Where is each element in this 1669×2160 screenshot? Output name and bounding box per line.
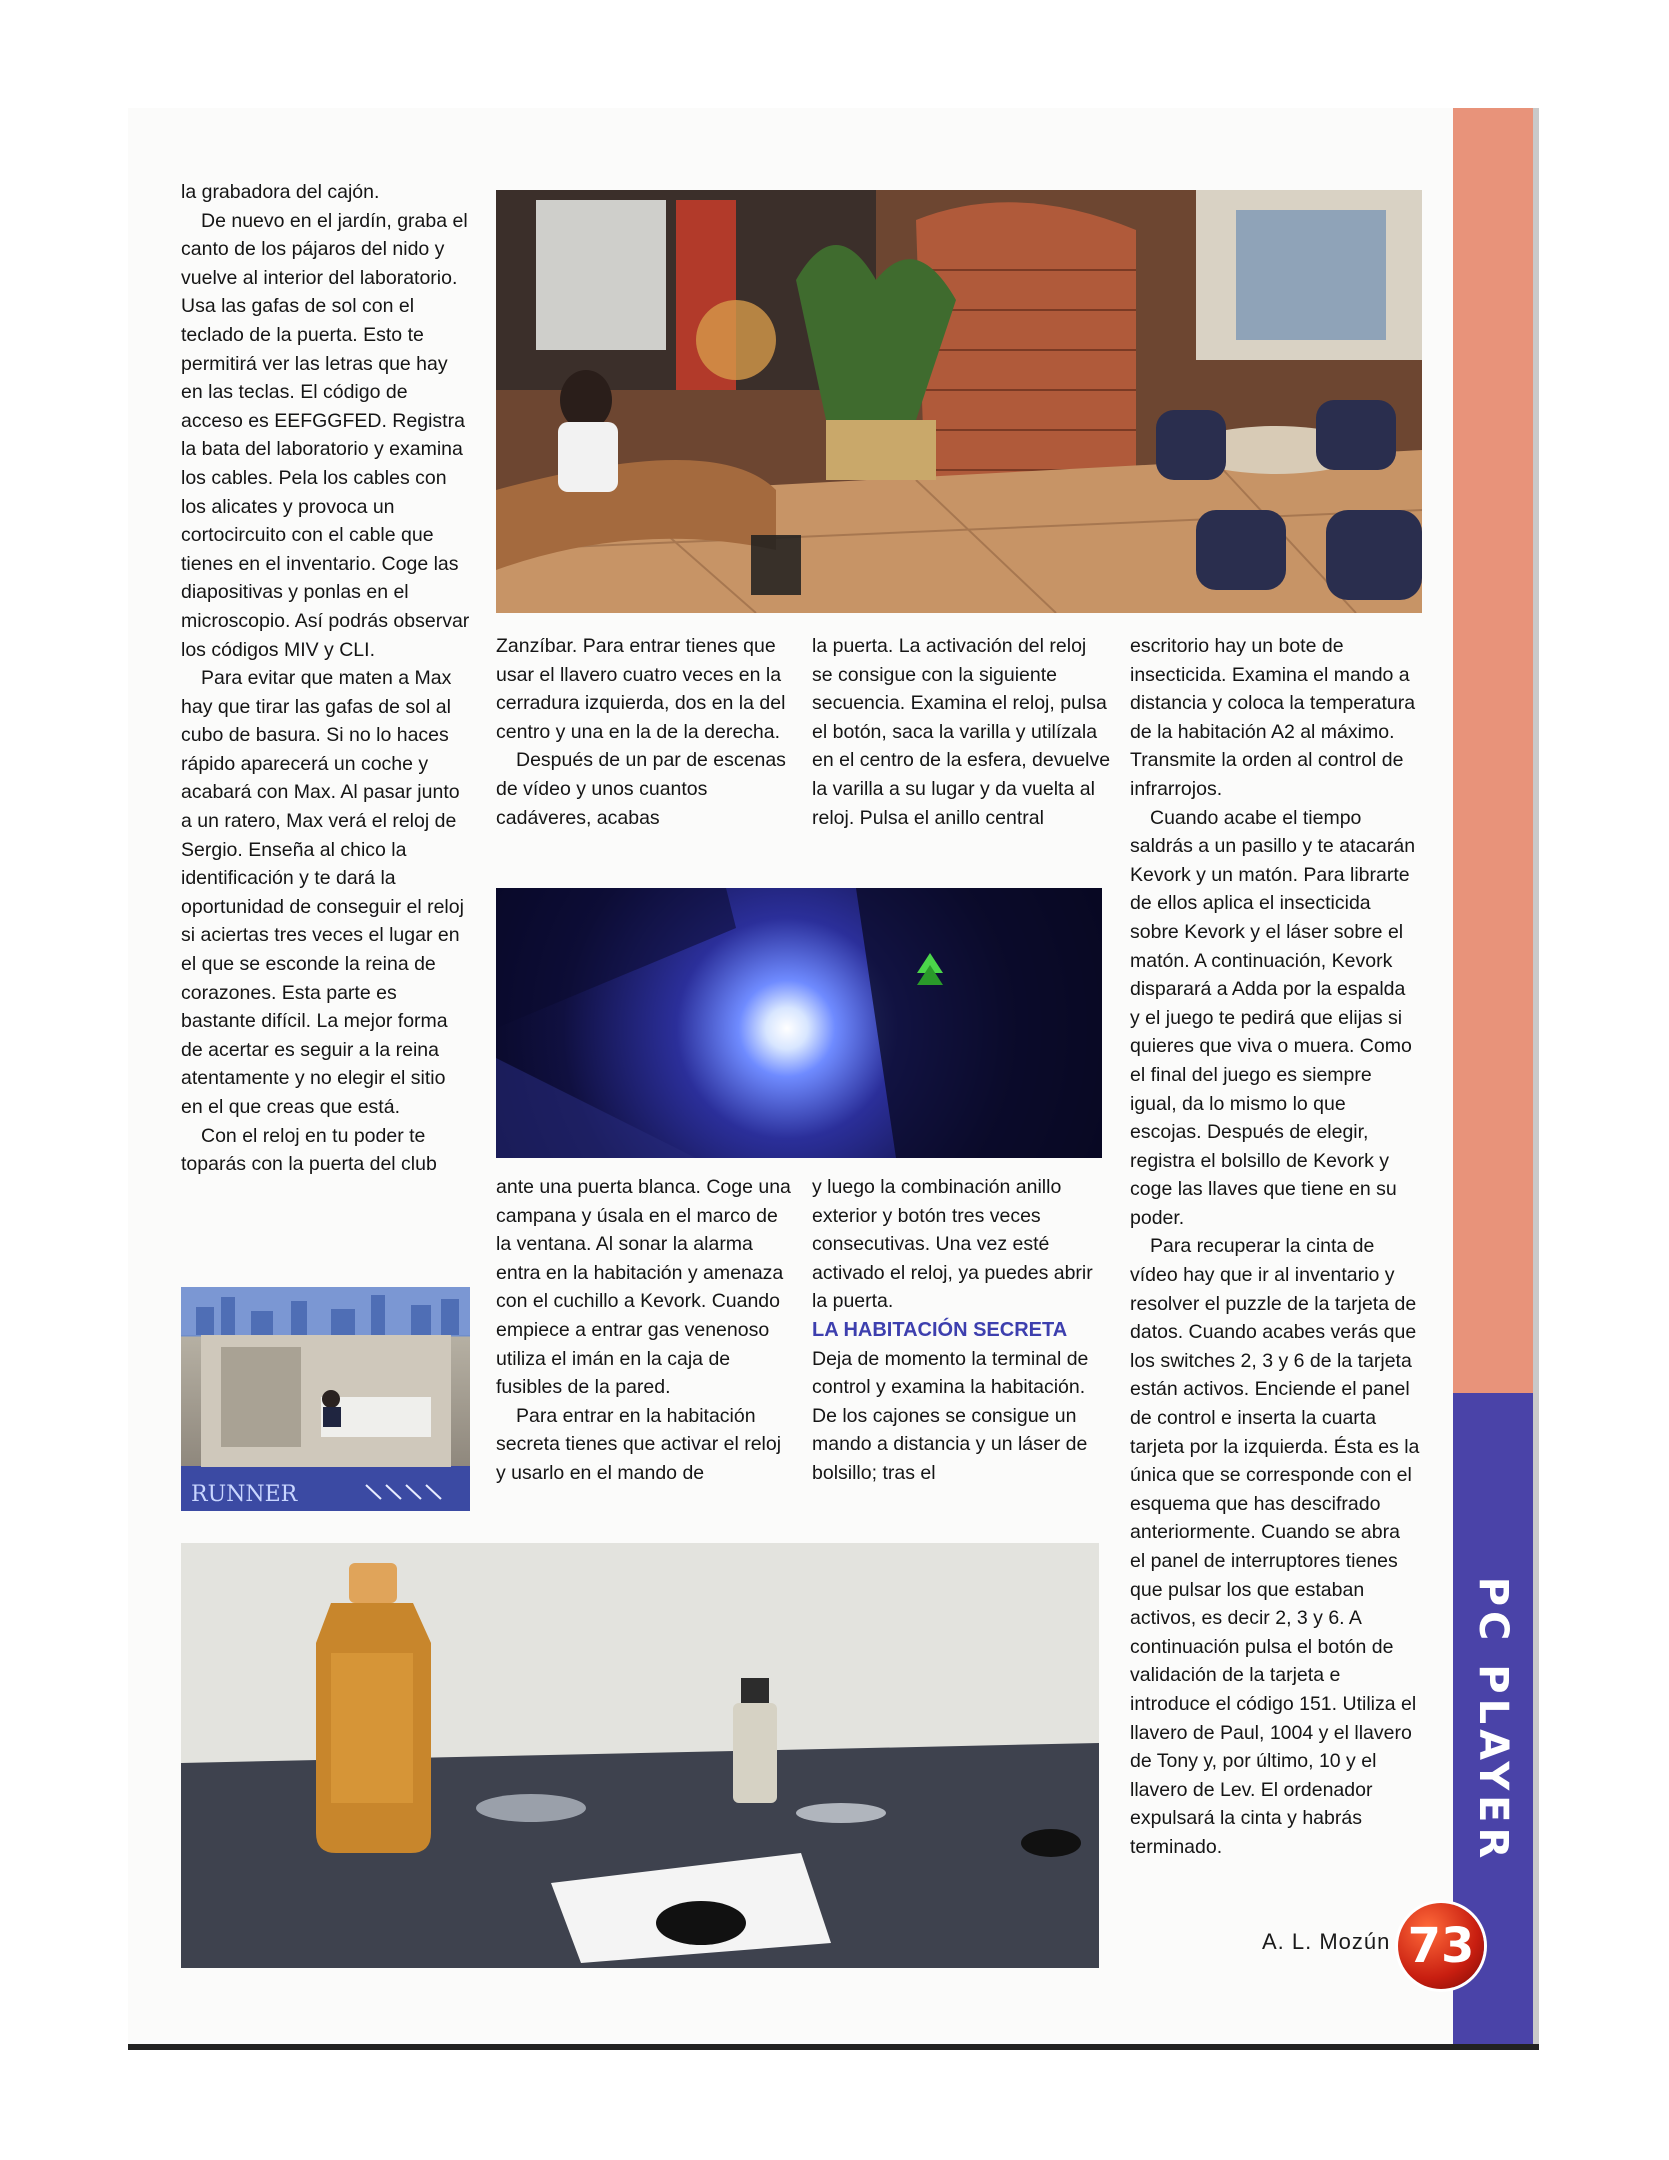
- page-number-badge: 73: [1398, 1903, 1484, 1989]
- paragraph: Zanzíbar. Para entrar tienes que usar el llavero cuatro veces en la cerradura izquierda, dos en la del centro y una en la de la derecha.: [496, 635, 786, 743]
- article-column-2-bottom: [496, 1173, 796, 1488]
- paragraph: escritorio hay un bote de insecticida. Examina el mando a distancia y coloca la temperatura de la habitación A2 al máximo. Transmite la orden al control de infrarrojos.: [1130, 635, 1416, 800]
- paragraph: Cuando acabe el tiempo saldrás a un pasillo y te atacarán Kevork y un matón. Para librarte de ellos aplica el insecticida sobre Kevork y el láser sobre el matón. A continuación, Kevork disparará a Adda por la espalda y el juego te pedirá que elijas si quieres que viva o muera. Como el final del juego es siempre igual, da lo mismo lo que escojas. Después de elegir, registra el bolsillo de Kevork y coge las llaves que tiene en su poder.: [1130, 806, 1416, 1229]
- paragraph: Para recuperar la cinta de vídeo hay que ir al inventario y resolver el puzzle de la tarjeta de datos. Cuando acabes verás que los switches 2, 3 y 6 de la tarjeta están activos. Enciende el panel de control e inserta la cuarta tarjeta por la izquierda. Ésta es la única que se corresponde con el esquema que has descifrado anteriormente. Cuando se abra el panel de interruptores tienes que pulsar los que estaban activos, es decir 2, 3 y 6. A continuación pulsa el botón de validación de la tarjeta e introduce el código 151. Utiliza el llavero de Paul, 1004 y el llavero de Tony y, por último, 10 y el llavero de Lev. El ordenador expulsará la cinta y habrás terminado.: [1130, 1235, 1420, 1858]
- bottle-keys-photo: [181, 1543, 1099, 1968]
- paragraph: Para evitar que maten a Max hay que tirar las gafas de sol al cubo de basura. Si no lo haces rápido aparecerá un coche y acabará con Max. Al pasar junto a un ratero, Max verá el reloj de Sergio. Enseña al chico la identificación y te dará la oportunidad de conseguir el reloj si aciertas tres veces el lugar en el que se esconde la reina de corazones. Esta parte es bastante difícil. La mejor forma de acertar es seguir a la reina atentamente y no elegir el sitio en el que creas que está.: [181, 667, 464, 1118]
- scan-bottom-edge: [128, 2044, 1539, 2050]
- paragraph: Con el reloj en tu poder te toparás con la puerta del club: [181, 1124, 437, 1176]
- corridor-illustration: [496, 888, 1102, 1158]
- office-screenshot-photo: [181, 1287, 470, 1511]
- article-column-4: [1130, 632, 1420, 1862]
- paragraph: ante una puerta blanca. Coge una campana y úsala en el marco de la ventana. Al sonar la alarma entra en la habitación y amenaza con el cuchillo a Kevork. Cuando empiece a entrar gas venenoso utiliza el imán en la caja de fusibles de la pared.: [496, 1176, 791, 1399]
- magazine-brand: PC PLAYER: [1470, 1576, 1516, 1864]
- article-column-3-bottom: [812, 1173, 1112, 1488]
- author-byline: A. L. Mozún: [1262, 1929, 1391, 1954]
- glowing-corridor-photo: [496, 888, 1102, 1158]
- paragraph: y luego la combinación anillo exterior y botón tres veces consecutivas. Una vez esté activado el reloj, ya puedes abrir la puerta.: [812, 1176, 1093, 1313]
- article-column-1: [181, 178, 471, 1179]
- paragraph: De nuevo en el jardín, graba el canto de los pájaros del nido y vuelve al interior del laboratorio. Usa las gafas de sol con el teclado de la puerta. Esto te permitirá ver las letras que hay en las teclas. El código de acceso es EEFGGFED. Registra la bata del laboratorio y examina los cables. Pela los cables con los alicates y provoca un cortocircuito con el cable que tienes en el inventario. Coge las diapositivas y ponlas en el microscopio. Así podrás observar los códigos MIV y CLI.: [181, 209, 470, 661]
- sidebar-accent-top: [1453, 108, 1533, 1393]
- paragraph: la grabadora del cajón.: [181, 181, 380, 203]
- paragraph: la puerta. La activación del reloj se consigue con la siguiente secuencia. Examina el reloj, pulsa el botón, saca la varilla y utilízala en el centro de la esfera, devuelve la varilla a su lugar y da vuelta al reloj. Pulsa el anillo central: [812, 635, 1111, 829]
- runner-logo: RUNNER: [191, 1482, 298, 1507]
- section-subheading: LA HABITACIÓN SECRETA: [812, 1318, 1068, 1341]
- lobby-reception-photo: [496, 190, 1422, 613]
- office-illustration: [181, 1287, 470, 1511]
- article-column-3-top: [812, 632, 1112, 832]
- paragraph: Después de un par de escenas de vídeo y unos cuantos cadáveres, acabas: [496, 749, 786, 829]
- lobby-illustration: [496, 190, 1422, 613]
- paragraph: Para entrar en la habitación secreta tienes que activar el reloj y usarlo en el mando de: [496, 1404, 782, 1484]
- scan-edge: [1533, 108, 1539, 2050]
- table-illustration: [181, 1543, 1099, 1968]
- article-column-2-top: [496, 632, 796, 832]
- paragraph: Deja de momento la terminal de control y examina la habitación. De los cajones se consigue un mando a distancia y un láser de bolsillo; tras el: [812, 1347, 1089, 1484]
